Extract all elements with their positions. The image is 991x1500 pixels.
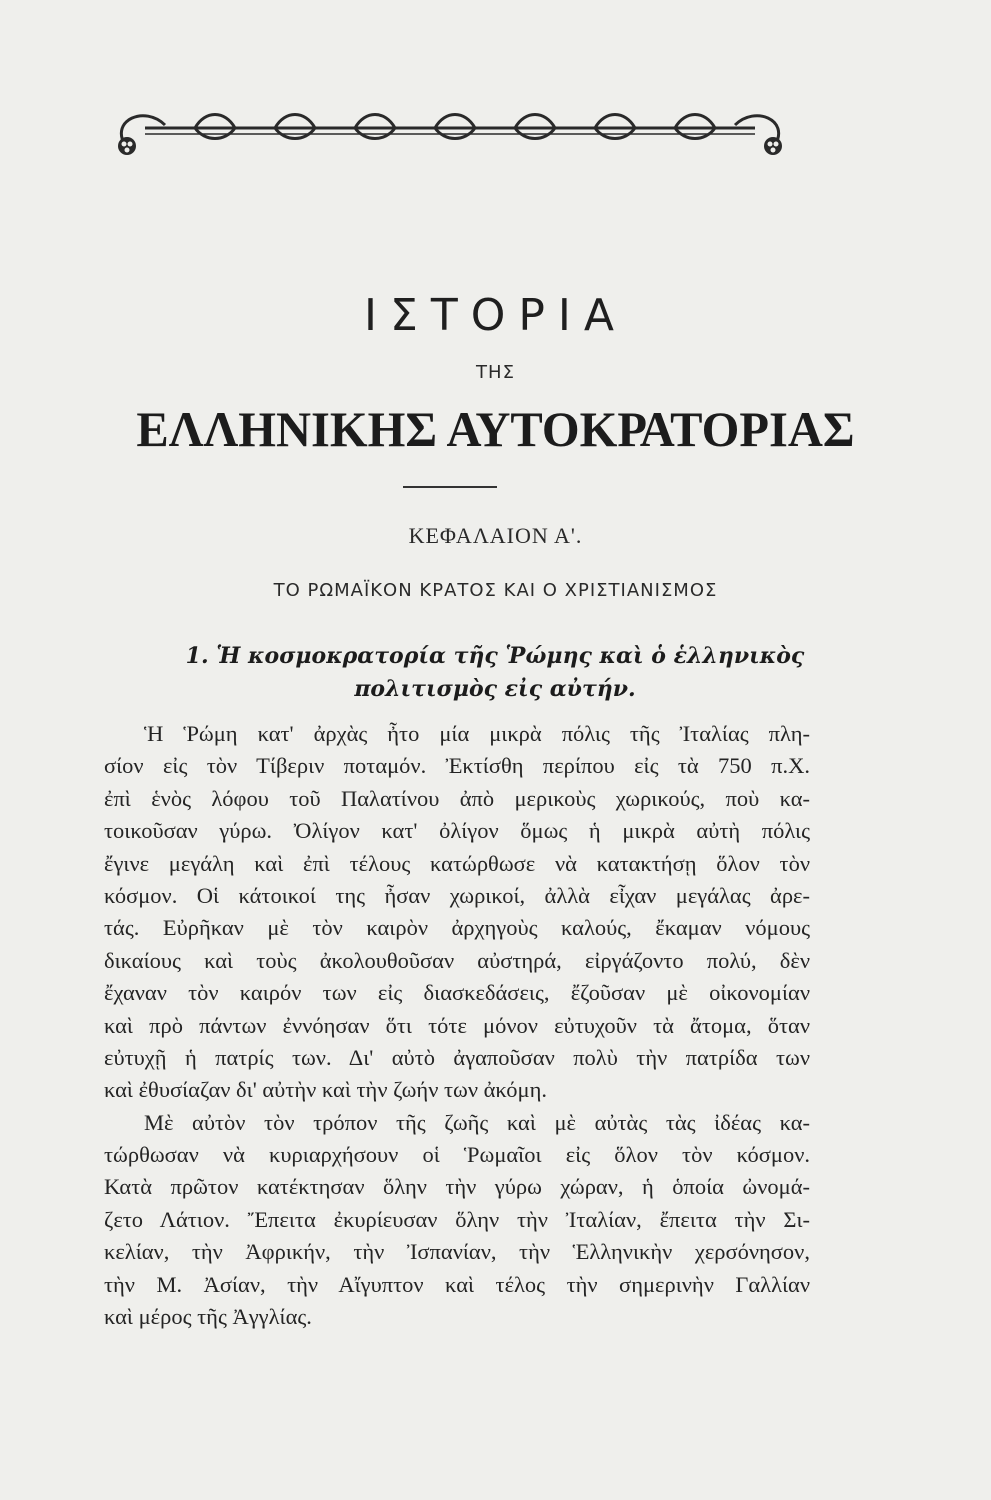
decorative-vine-ornament xyxy=(105,100,795,160)
text-line: τώρθωσαν νὰ κυριαρχήσουν οἱ Ῥωμαῖοι εἰς ὅλον τὸν κόσμον. xyxy=(104,1142,810,1168)
subsection-heading-line: 1. Ἡ κοσμοκρατορία τῆς Ῥώμης καὶ ὁ ἑλληνικὸς xyxy=(185,643,805,669)
text-line: εὐτυχῇ ἡ πατρίς των. Δι' αὐτὸ ἀγαποῦσαν πολὺ τὴν πατρίδα των xyxy=(104,1044,810,1070)
text-line: Μὲ αὐτὸν τὸν τρόπον τῆς ζωῆς καὶ μὲ αὐτὰς τὰς ἰδέας κα- xyxy=(144,1109,810,1135)
text-line: ἔχαναν τὸν καιρόν των εἰς διασκεδάσεις, ἔζοῦσαν μὲ οἰκονομίαν xyxy=(104,980,810,1006)
text-line: τοικοῦσαν γύρω. Ὀλίγον κατ' ὀλίγον ὅμως ἡ μικρὰ αὐτὴ πόλις xyxy=(104,818,810,844)
text-line: σίον εἰς τὸν Τίβεριν ποταμόν. Ἐκτίσθη περίπου εἰς τὰ 750 π.Χ. xyxy=(104,753,810,779)
chapter-label: ΚΕΦΑΛΑΙΟΝ Α'. xyxy=(408,523,583,548)
subsection-heading-line: πολιτισμὸς εἰς αὐτήν. xyxy=(354,676,636,702)
text-line: καὶ μέρος τῆς Ἀγγλίας. xyxy=(104,1304,312,1330)
section-title: ΤΟ ΡΩΜΑΪΚΟΝ ΚΡΑΤΟΣ ΚΑΙ Ο ΧΡΙΣΤΙΑΝΙΣΜΟΣ xyxy=(273,580,718,601)
subsection-heading xyxy=(100,640,890,706)
book-title: ΙΣΤΟΡΙΑ xyxy=(364,290,627,341)
text-line: Ἡ Ῥώμη κατ' ἀρχὰς ἦτο μία μικρὰ πόλις τῆς Ἰταλίας πλη- xyxy=(144,721,810,746)
body-text xyxy=(104,718,810,1333)
title-divider xyxy=(403,486,497,488)
text-line: τὴν Μ. Ἀσίαν, τὴν Αἴγυπτον καὶ τέλος τὴν σημερινὴν Γαλλίαν xyxy=(104,1271,810,1297)
text-line: καὶ ἐθυσίαζαν δι' αὐτὴν καὶ τὴν ζωήν των ἀκόμη. xyxy=(104,1077,547,1103)
text-line: δικαίους καὶ τοὺς ἀκολουθοῦσαν αὐστηρά, εἰργάζοντο πολύ, δὲν xyxy=(104,947,810,973)
text-line: ἔγινε μεγάλη καὶ ἐπὶ τέλους κατώρθωσε νὰ κατακτήσῃ ὅλον τὸν xyxy=(104,850,810,876)
text-line: καὶ πρὸ πάντων ἐννόησαν ὅτι τότε μόνον εὐτυχοῦν τὰ ἄτομα, ὅταν xyxy=(104,1012,810,1038)
text-line: ἐπὶ ἑνὸς λόφου τοῦ Παλατίνου ἀπὸ μερικοὺς χωρικούς, ποὺ κα- xyxy=(104,785,810,811)
text-line: τάς. Εὐρῆκαν μὲ τὸν καιρὸν ἀρχηγοὺς καλούς, ἔκαμαν νόμους xyxy=(104,915,810,941)
text-line: κελίαν, τὴν Ἀφρικήν, τὴν Ἰσπανίαν, τὴν Ἑλληνικὴν χερσόνησον, xyxy=(104,1239,810,1265)
text-line: Κατὰ πρῶτον κατέκτησαν ὅλην τὴν γύρω χώραν, ἡ ὁποία ὠνομά- xyxy=(104,1174,810,1200)
book-main-title: ΕΛΛΗΝΙΚΗΣ ΑΥΤΟΚΡΑΤΟΡΙΑΣ xyxy=(136,401,855,457)
text-line: ζετο Λάτιον. Ἔπειτα ἐκυρίευσαν ὅλην τὴν Ἰταλίαν, ἔπειτα τὴν Σι- xyxy=(104,1206,810,1232)
text-line: κόσμον. Οἱ κάτοικοί της ἦσαν χωρικοί, ἀλλὰ εἶχαν μεγάλας ἀρε- xyxy=(104,882,810,908)
book-subtitle: ΤΗΣ xyxy=(476,362,515,383)
